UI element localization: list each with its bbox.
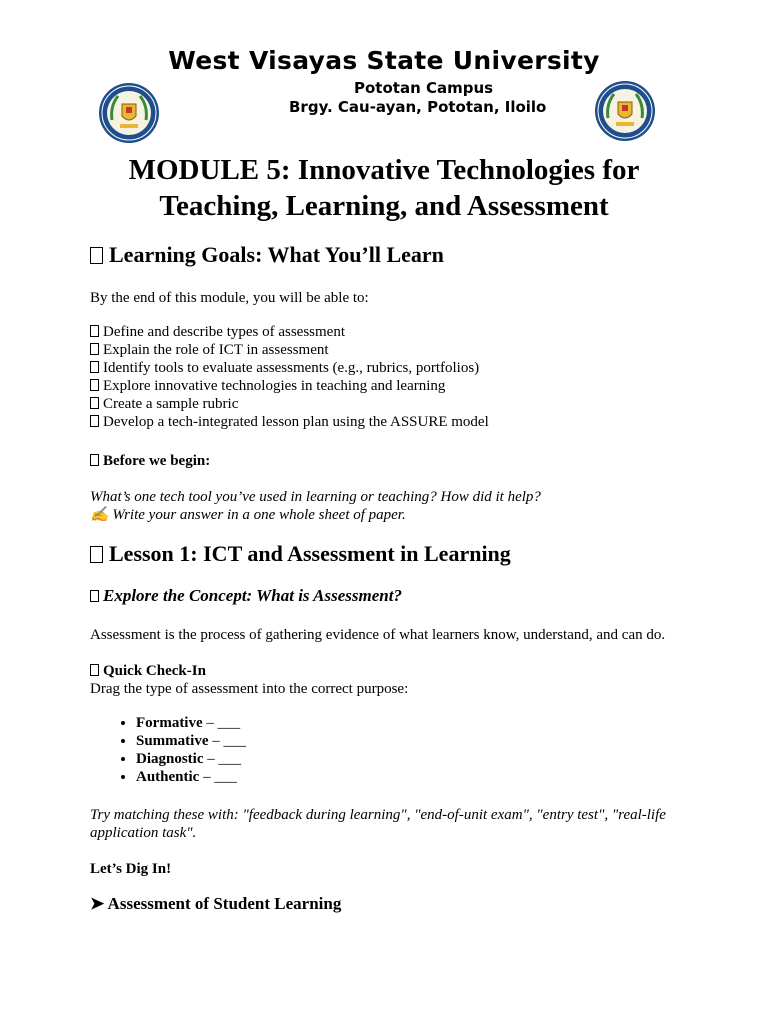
checkin-label-text: Quick Check-In (103, 663, 206, 679)
learning-goals-heading (90, 242, 444, 268)
university-seal-logo (594, 80, 656, 142)
search-icon (90, 590, 99, 602)
lesson1-heading (90, 541, 511, 567)
goal-text: Explain the role of ICT in assessment (103, 342, 329, 358)
goal-text: Develop a tech-integrated lesson plan using the ASSURE model (103, 414, 489, 430)
goal-item (90, 323, 489, 341)
campus-name: Pototan Campus (354, 79, 494, 97)
checkmark-icon (90, 664, 99, 676)
before-begin-text: Before we begin: (103, 453, 211, 469)
checkbox-icon (90, 343, 99, 355)
university-name: West Visayas State University (168, 46, 600, 75)
assessment-type-item (136, 714, 246, 732)
checkbox-icon (90, 325, 99, 337)
checkin-instruction: Drag the type of assessment into the correct purpose: (90, 681, 409, 697)
goal-item (90, 413, 489, 431)
target-icon (90, 247, 103, 264)
dig-in-heading: Let’s Dig In! (90, 861, 172, 877)
assessment-type-term: Formative (136, 715, 203, 731)
matching-hint: Try matching these with: "feedback during learning", "end-of-unit exam", "entry test", "real-life application task". (90, 807, 666, 841)
goal-text: Create a sample rubric (103, 396, 239, 412)
answer-blank: – ___ (203, 751, 241, 767)
assessment-type-item (136, 732, 246, 750)
goal-item (90, 395, 489, 413)
goal-text: Identify tools to evaluate assessments (e.g., rubrics, portfolios) (103, 360, 480, 376)
goal-item (90, 377, 489, 395)
assessment-definition: Assessment is the process of gathering evidence of what learners know, understand, and can do. (90, 627, 666, 643)
book-icon (90, 546, 103, 563)
assessment-type-item (136, 750, 246, 768)
answer-blank: – ___ (208, 733, 246, 749)
learning-goals-heading-text: Learning Goals: What You’ll Learn (109, 242, 444, 267)
module-title: MODULE 5: Innovative Technologies for Teaching, Learning, and Assessment (128, 154, 640, 222)
goals-intro: By the end of this module, you will be able to: (90, 290, 369, 306)
before-begin-label (90, 452, 210, 470)
goal-item (90, 341, 489, 359)
explore-heading-text: Explore the Concept: What is Assessment? (103, 586, 402, 605)
idea-icon (90, 454, 99, 466)
answer-blank: – ___ (202, 715, 241, 731)
university-seal-logo (98, 82, 160, 144)
goals-list (90, 323, 489, 431)
checkbox-icon (90, 397, 99, 409)
assessment-types-list (112, 714, 246, 786)
explore-heading (90, 587, 402, 605)
subsection-heading: ➤ Assessment of Student Learning (90, 894, 342, 913)
goal-text: Explore innovative technologies in teaching and learning (103, 378, 446, 394)
checkbox-icon (90, 379, 99, 391)
reflection-question: What’s one tech tool you’ve used in learning or teaching? How did it help? (90, 489, 541, 505)
assessment-type-item (136, 768, 246, 786)
answer-blank: – ___ (199, 769, 237, 785)
checkin-label (90, 662, 206, 680)
goal-text: Define and describe types of assessment (103, 324, 346, 340)
checkbox-icon (90, 361, 99, 373)
checkbox-icon (90, 415, 99, 427)
lesson1-heading-text: Lesson 1: ICT and Assessment in Learning (109, 541, 511, 566)
assessment-type-term: Authentic (136, 769, 200, 785)
assessment-type-term: Diagnostic (136, 751, 204, 767)
goal-item (90, 359, 489, 377)
campus-address: Brgy. Cau-ayan, Pototan, Iloilo (289, 98, 547, 116)
reflection-instruction: ✍ Write your answer in a one whole sheet of paper. (90, 507, 406, 523)
assessment-type-term: Summative (136, 733, 209, 749)
